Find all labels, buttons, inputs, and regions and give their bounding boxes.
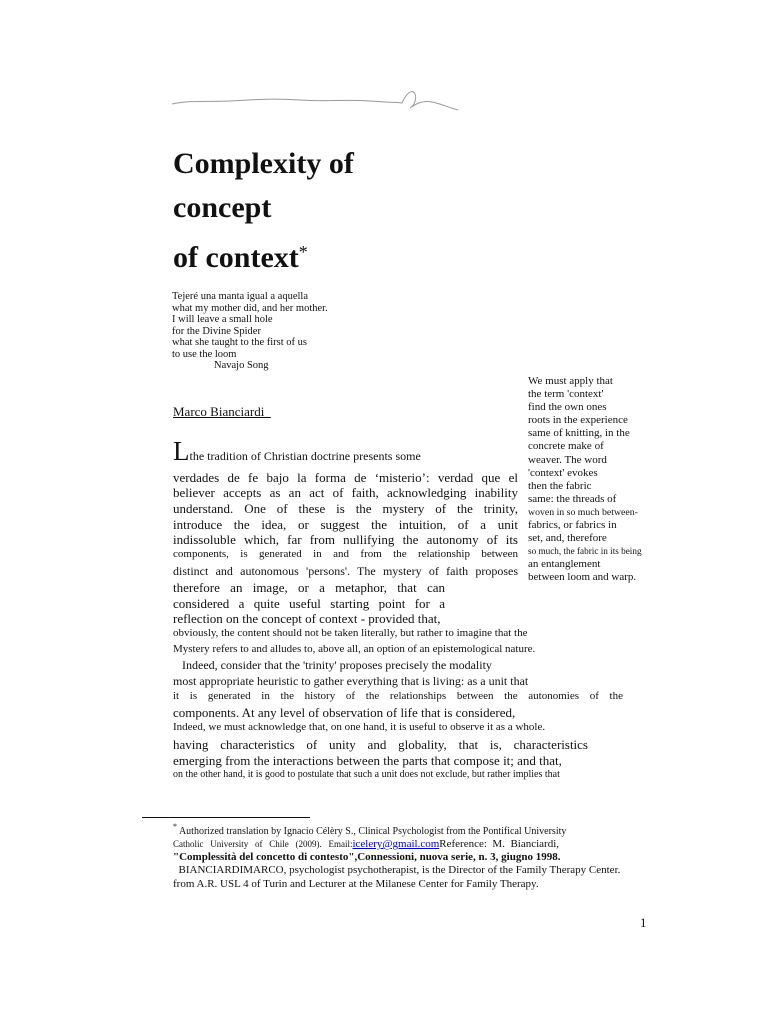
footnote-text: Authorized translation by Ignacio Célèry S., Clinical Psychologist from the Pontifical University <box>177 826 567 837</box>
drop-cap: L <box>173 436 190 466</box>
body-line: believer accepts as an act of faith, acknowledging inability <box>173 485 518 500</box>
body-line: Mystery refers to and alludes to, above all, an option of an epistemological nature. <box>173 643 536 655</box>
footnote-line-2 <box>173 838 559 850</box>
decorative-squiggle <box>170 86 460 116</box>
body-line: therefore an image, or a metaphor, that can <box>173 580 445 595</box>
sidebar-line: an entanglement <box>528 558 601 571</box>
body-line: Indeed, we must acknowledge that, on one hand, it is useful to observe it as a whole. <box>173 721 546 733</box>
title-line-3-text: of context <box>173 241 299 274</box>
body-line: it is generated in the history of the relationships between the autonomies of the <box>173 690 623 702</box>
footnote-separator <box>142 817 310 818</box>
body-line: components. At any level of observation of life that is considered, <box>173 705 516 720</box>
title-line-3 <box>173 230 354 280</box>
epigraph-line: what my mother did, and her mother. <box>172 302 328 314</box>
body-line: considered a quite useful starting point for a <box>173 596 445 611</box>
body-line: introduce the idea, or suggest the intuition, of a unit <box>173 517 518 532</box>
sidebar-line: the term 'context' <box>528 388 604 401</box>
epigraph-line: I will leave a small hole <box>172 314 273 325</box>
body-line: emerging from the interactions between the parts that compose it; and that, <box>173 753 562 768</box>
sidebar-line: fabrics, or fabrics in <box>528 519 617 532</box>
title-line-2: concept <box>173 191 272 224</box>
sidebar-note <box>528 375 663 585</box>
footnote-line-4: BIANCIARDIMARCO, psychologist psychotherapist, is the Director of the Family Therapy Center. <box>173 864 621 876</box>
body-line: on the other hand, it is good to postulate that such a unit does not exclude, but rather implies that <box>173 769 560 780</box>
epigraph-line: for the Divine Spider <box>172 325 261 337</box>
sidebar-line: same of knitting, in the <box>528 427 630 440</box>
sidebar-line: roots in the experience <box>528 414 628 427</box>
author-name: Marco Bianciardi <box>173 404 271 419</box>
epigraph-line: Tejeré una manta igual a aquella <box>172 291 308 302</box>
body-line: indissoluble which, far from nullifying the autonomy of its <box>173 532 518 547</box>
footnote-text: Reference: M. Bianciardi, <box>439 838 560 850</box>
footnote-line-1 <box>173 822 566 837</box>
sidebar-line: set, and, therefore <box>528 532 607 545</box>
email-link[interactable]: icelery@gmail.com <box>352 838 440 850</box>
body-line: Indeed, consider that the 'trinity' proposes precisely the modality <box>173 658 492 672</box>
footnote-line-5: from A.R. USL 4 of Turin and Lecturer at the Milanese Center for Family Therapy. <box>173 878 539 890</box>
footnote-line-3: "Complessità del concetto di contesto",Connessioni, nuova serie, n. 3, giugno 1998. <box>173 851 561 863</box>
footnote-text: Catholic University of Chile (2009). Email: <box>173 839 353 849</box>
sidebar-line: then the fabric <box>528 479 592 492</box>
body-line: obviously, the content should not be taken literally, but rather to imagine that the <box>173 627 528 639</box>
body-line: understand. One of these is the mystery of the trinity, <box>173 501 518 516</box>
footnote-marker: * <box>173 822 177 831</box>
sidebar-line: concrete make of <box>528 440 604 453</box>
body-line-text: the tradition of Christian doctrine presents some <box>189 449 421 463</box>
epigraph-line: what she taught to the first of us <box>172 337 308 348</box>
title-footnote-marker: * <box>298 242 308 262</box>
epigraph-line: to use the loom <box>172 348 237 360</box>
body-line: most appropriate heuristic to gather everything that is living: as a unit that <box>173 674 529 688</box>
epigraph-poem <box>172 291 328 372</box>
sidebar-line: weaver. The word <box>528 453 607 466</box>
body-line-1 <box>173 436 518 466</box>
page-title <box>173 142 354 280</box>
sidebar-line: find the own ones <box>528 401 607 414</box>
sidebar-line: same: the threads of <box>528 492 617 505</box>
body-line: distinct and autonomous 'persons'. The mystery of faith proposes <box>173 564 518 578</box>
sidebar-line: woven in so much between- <box>528 506 638 518</box>
body-line: having characteristics of unity and globality, that is, characteristics <box>173 737 588 752</box>
sidebar-line: between loom and warp. <box>528 571 637 584</box>
epigraph-credit: Navajo Song <box>214 360 269 371</box>
body-line: verdades de fe bajo la forma de ‘misterio’: verdad que el <box>173 470 518 485</box>
sidebar-line: 'context' evokes <box>528 466 598 479</box>
sidebar-line: so much, the fabric in its being <box>528 546 642 557</box>
page-number: 1 <box>640 915 647 930</box>
sidebar-line: We must apply that <box>528 375 613 387</box>
body-line: components, is generated in and from the relationship between <box>173 548 518 560</box>
body-line: reflection on the concept of context - provided that, <box>173 611 441 626</box>
title-line-1: Complexity of <box>173 147 354 180</box>
